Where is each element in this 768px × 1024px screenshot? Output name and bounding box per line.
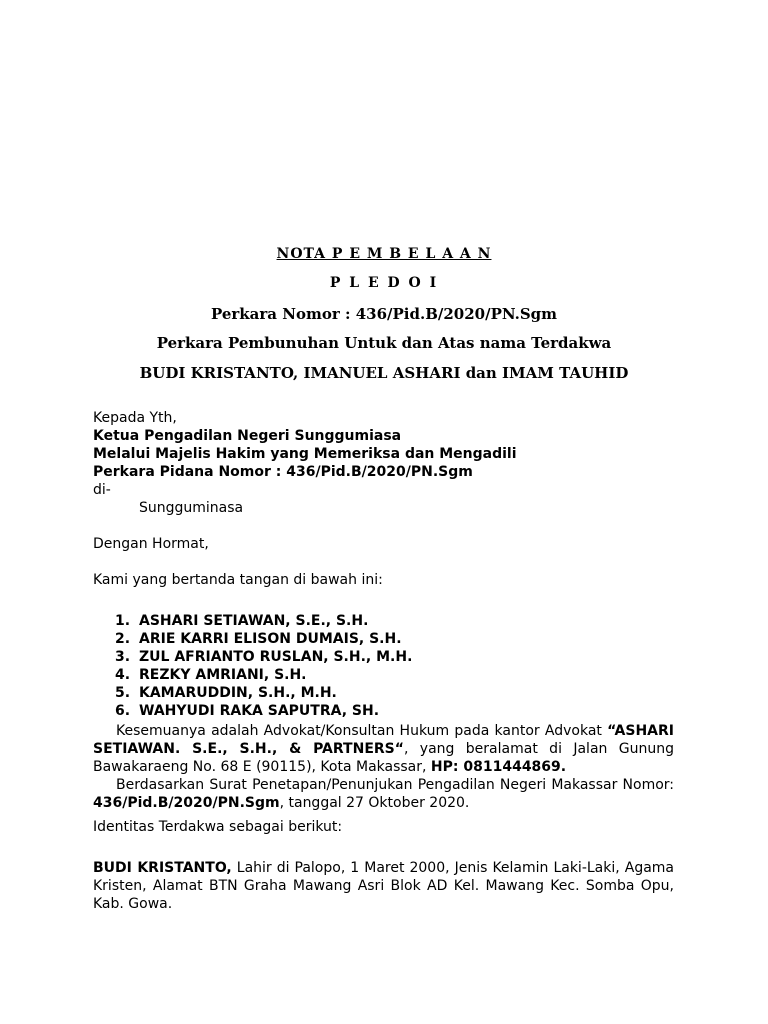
appointment-paragraph: Berdasarkan Surat Penetapan/Penunjukan Pengadilan Negeri Makassar Nomor: 436/Pid.B/2020/PN.Sgm, tanggal 27 Oktober 2020.	[93, 777, 674, 811]
signatory-list	[115, 612, 412, 720]
list-item: 6. WAHYUDI RAKA SAPUTRA, SH.	[115, 703, 380, 719]
document-subtitle: P L E D O I	[329, 275, 439, 291]
address-line-3: Perkara Pidana Nomor : 436/Pid.B/2020/PN.Sgm	[93, 464, 473, 480]
case-type: Perkara Pembunuhan Untuk dan Atas nama Terdakwa	[156, 334, 612, 352]
opening-salutation: Dengan Hormat,	[93, 536, 209, 552]
list-item: 2. ARIE KARRI ELISON DUMAIS, S.H.	[115, 631, 402, 647]
firm-paragraph: Kesemuanya adalah Advokat/Konsultan Hukum pada kantor Advokat “ASHARI SETIAWAN. S.E., S.H., & PARTNERS“, yang beralamat di Jalan Gunung Bawakaraeng No. 68 E (90115), Kota Makassar, HP: 0811444869.	[93, 723, 675, 775]
list-item: 3. ZUL AFRIANTO RUSLAN, S.H., M.H.	[115, 649, 413, 665]
case-number: Perkara Nomor : 436/Pid.B/2020/PN.Sgm	[210, 305, 558, 323]
list-item: 4. REZKY AMRIANI, S.H.	[115, 667, 307, 683]
intro-statement: Kami yang bertanda tangan di bawah ini:	[93, 572, 383, 588]
address-city: Sungguminasa	[139, 500, 244, 516]
address-greeting: Kepada Yth,	[93, 410, 177, 426]
defendant-names: BUDI KRISTANTO, IMANUEL ASHARI dan IMAM TAUHID	[139, 364, 629, 382]
address-line-1: Ketua Pengadilan Negeri Sunggumiasa	[93, 428, 402, 444]
identity-intro: Identitas Terdakwa sebagai berikut:	[93, 819, 343, 835]
defendant-identity: BUDI KRISTANTO, Lahir di Palopo, 1 Maret 2000, Jenis Kelamin Laki-Laki, Agama Kristen, Alamat BTN Graha Mawang Asri Blok AD Kel. Mawang Kec. Somba Opu, Kab. Gowa.	[93, 860, 675, 912]
list-item: 1. ASHARI SETIAWAN, S.E., S.H.	[115, 613, 369, 629]
address-line-2: Melalui Majelis Hakim yang Memeriksa dan Mengadili	[93, 446, 517, 462]
document-title: NOTA P E M B E L A A N	[276, 246, 492, 262]
list-item: 5. KAMARUDDIN, S.H., M.H.	[115, 685, 337, 701]
address-di: di-	[93, 482, 111, 498]
